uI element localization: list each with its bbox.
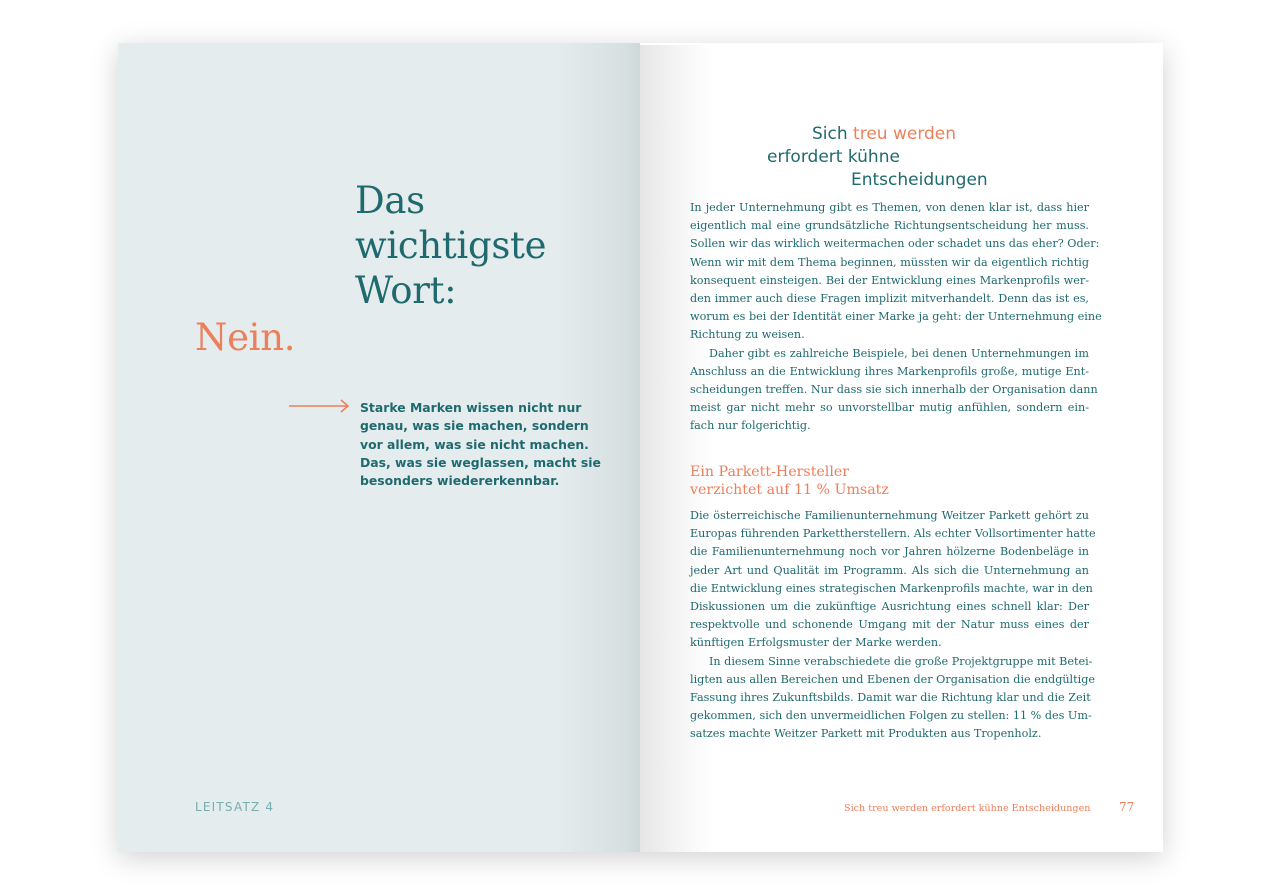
body-line: satzes machte Weitzer Parkett mit Produkten aus Tropenholz. xyxy=(690,727,1042,741)
body-line: Daher gibt es zahlreiche Beispiele, bei denen Unternehmungen im xyxy=(709,346,1089,360)
page-number: 77 xyxy=(1119,800,1135,814)
body-line: Wenn wir mit dem Thema beginnen, müssten wir da eigentlich richtig xyxy=(690,255,1089,269)
body-line: respektvolle und schonende Umgang mit der Natur muss eines der xyxy=(690,618,1089,632)
body-line: die Entwicklung eines strategischen Markenprofils machte, war in den xyxy=(690,581,1093,595)
body-line: scheidungen treffen. Nur dass sie sich innerhalb der Organisation dann xyxy=(690,383,1098,397)
heading-accent: treu werden xyxy=(853,124,957,144)
left-page xyxy=(118,43,640,852)
body-line: die Familienunternehmung noch vor Jahren hölzerne Bodenbeläge in xyxy=(690,545,1089,559)
side-note-line: Das, was sie weglassen, macht sie xyxy=(360,454,601,470)
body-line: konsequent einsteigen. Bei der Entwicklung eines Markenprofils wer- xyxy=(690,273,1089,287)
body-text-section-1 xyxy=(690,199,1102,436)
body-line: fach nur folgerichtig. xyxy=(690,419,811,433)
subheading-line: verzichtet auf 11 % Umsatz xyxy=(690,482,889,498)
body-text-section-2 xyxy=(690,507,1096,744)
side-note-line: genau, was sie machen, sondern xyxy=(360,418,589,434)
page-title xyxy=(355,178,546,313)
right-page xyxy=(640,45,1163,852)
side-note-line: besonders wiedererkennbar. xyxy=(360,473,560,489)
body-line: eigentlich mal eine grundsätzliche Richtungsentscheidung her muss. xyxy=(690,219,1089,233)
body-line: worum es bei der Identität einer Marke ja geht: der Unternehmung eine xyxy=(690,310,1102,324)
side-note-line: Starke Marken wissen nicht nur xyxy=(360,400,582,415)
body-line: Diskussionen um die zukünftige Ausrichtung eines schnell klar: Der xyxy=(690,600,1089,614)
title-accent: Nein. xyxy=(195,316,296,359)
body-line: Die österreichische Familienunternehmung Weitzer Parkett gehört zu xyxy=(690,509,1089,522)
side-note xyxy=(360,399,601,490)
body-line: Anschluss an die Entwicklung ihres Markenprofils große, mutige Ent- xyxy=(690,364,1089,378)
subheading xyxy=(690,463,889,499)
body-line: gekommen, sich den unvermeidlichen Folgen zu stellen: 11 % des Um- xyxy=(690,709,1092,723)
body-line: In diesem Sinne verabschiedete die große Projektgruppe mit Betei- xyxy=(709,654,1093,668)
heading-line xyxy=(812,123,956,146)
side-note-line: vor allem, was sie nicht machen. xyxy=(360,436,589,452)
heading-line: erfordert kühne xyxy=(767,147,900,167)
running-footer-left: LEITSATZ 4 xyxy=(195,800,275,814)
heading-line: Entscheidungen xyxy=(851,170,988,190)
title-line: Das xyxy=(355,179,425,222)
body-line: jeder Art und Qualität im Programm. Als sich die Unternehmung an xyxy=(690,563,1089,577)
body-line: Europas führenden Parkettherstellern. Als echter Vollsortimenter hatte xyxy=(690,527,1096,541)
arrow-right-icon xyxy=(289,399,351,413)
body-line: Richtung zu weisen. xyxy=(690,328,805,342)
body-line: künftigen Erfolgsmuster der Marke werden. xyxy=(690,636,942,650)
heading-text: Sich xyxy=(812,124,854,144)
body-line: Fassung ihres Zukunftsbilds. Damit war die Richtung klar und die Zeit xyxy=(690,691,1091,705)
subheading-line: Ein Parkett-Hersteller xyxy=(690,464,850,480)
body-line: In jeder Unternehmung gibt es Themen, von denen klar ist, dass hier xyxy=(690,201,1089,214)
body-line: Sollen wir das wirklich weitermachen oder schadet uns das eher? Oder: xyxy=(690,237,1100,251)
body-line: den immer auch diese Fragen implizit mitverhandelt. Denn das ist es, xyxy=(690,292,1089,306)
title-line: Wort: xyxy=(355,269,457,312)
title-line: wichtigste xyxy=(355,224,547,267)
body-line: ligten aus allen Bereichen und Ebenen der Organisation die endgültige xyxy=(690,672,1095,686)
book-spread xyxy=(118,43,1163,852)
body-line: meist gar nicht mehr so unvorstellbar mutig anfühlen, sondern ein- xyxy=(690,401,1089,415)
running-footer-right: Sich treu werden erfordert kühne Entscheidungen xyxy=(844,803,1091,814)
